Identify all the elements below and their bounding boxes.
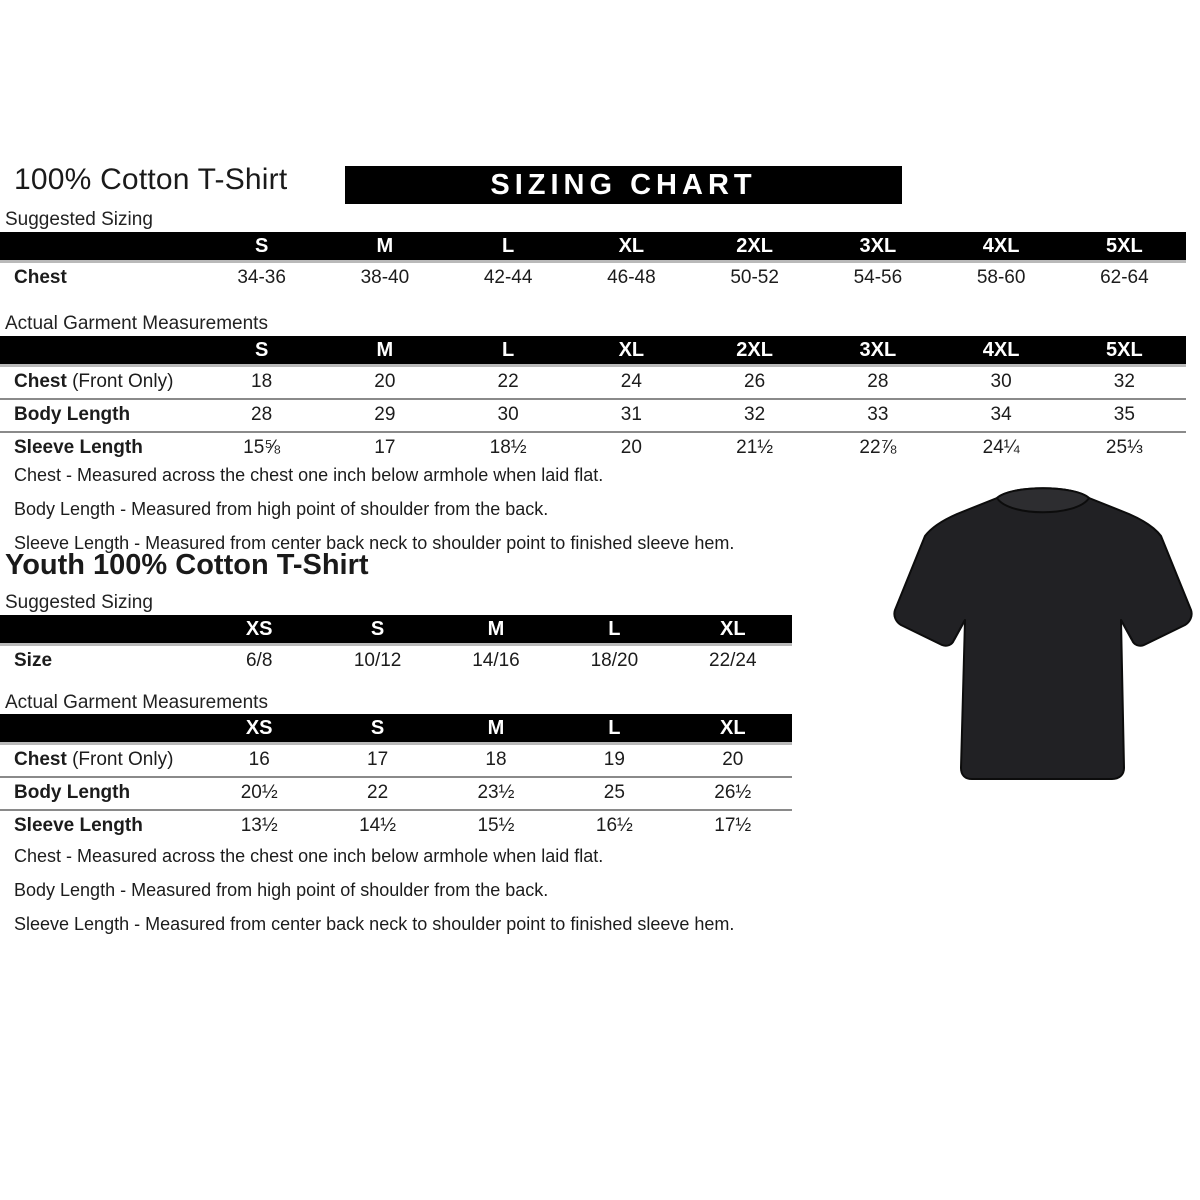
size-value-cell: 32 xyxy=(1113,370,1135,392)
size-value-cell: 17½ xyxy=(674,810,792,842)
size-column-header-5xl: 5XL xyxy=(1063,232,1186,262)
size-value-cell: 22 xyxy=(318,777,436,810)
size-value-cell: 6/8 xyxy=(245,649,273,671)
size-value-cell: 62-64 xyxy=(1100,266,1149,288)
table-row xyxy=(0,645,792,678)
size-value-cell: 14/16 xyxy=(472,649,520,671)
size-value-cell: 21½ xyxy=(693,432,816,464)
size-column-header-3xl: 3XL xyxy=(816,336,939,366)
row-label: Chest (Front Only) xyxy=(14,370,174,392)
size-value-cell: 15½ xyxy=(437,810,555,842)
size-column-header-4xl: 4XL xyxy=(940,232,1063,262)
size-column-header-s: S xyxy=(318,615,436,645)
corner-cell xyxy=(0,714,200,744)
table-row xyxy=(0,366,1186,400)
size-value-cell: 17 xyxy=(367,748,389,770)
size-header-row xyxy=(0,615,792,645)
adult-suggested-sizing-table xyxy=(0,232,1186,294)
size-value-cell: 16 xyxy=(248,748,270,770)
size-value-cell: 22/24 xyxy=(709,649,757,671)
size-value-cell: 20½ xyxy=(200,777,318,810)
size-value-cell: 16½ xyxy=(555,810,673,842)
measurement-note: Sleeve Length - Measured from center back neck to shoulder point to finished sleeve hem. xyxy=(14,533,735,553)
youth-page-title: Youth 100% Cotton T-Shirt xyxy=(5,549,369,581)
size-value-cell: 23½ xyxy=(437,777,555,810)
measurement-note: Chest - Measured across the chest one inch below armhole when laid flat. xyxy=(14,465,604,485)
size-value-cell: 25⅓ xyxy=(1063,432,1186,464)
size-column-header-5xl: 5XL xyxy=(1063,336,1186,366)
size-column-header-s: S xyxy=(200,336,323,366)
size-value-cell: 22⅞ xyxy=(816,432,939,464)
size-value-cell: 24¼ xyxy=(940,432,1063,464)
table-row xyxy=(0,777,792,810)
adult-measurements-table xyxy=(0,336,1186,464)
measurement-note: Body Length - Measured from high point of shoulder from the back. xyxy=(14,880,549,900)
size-column-header-l: L xyxy=(447,336,570,366)
size-value-cell: 24 xyxy=(620,370,642,392)
size-column-header-m: M xyxy=(437,615,555,645)
size-column-header-xl: XL xyxy=(674,615,792,645)
youth-measurements-table xyxy=(0,714,792,842)
measurement-note: Sleeve Length - Measured from center back neck to shoulder point to finished sleeve hem. xyxy=(14,914,735,934)
table-row xyxy=(0,810,792,842)
size-value-cell: 10/12 xyxy=(353,649,402,671)
youth-suggested-sizing-table xyxy=(0,615,792,677)
size-value-cell: 20 xyxy=(374,370,396,392)
size-column-header-xl: XL xyxy=(570,336,693,366)
row-label: Sleeve Length xyxy=(0,810,200,842)
size-column-header-l: L xyxy=(447,232,570,262)
size-column-header-3xl: 3XL xyxy=(816,232,939,262)
adult-suggested-sizing-label: Suggested Sizing xyxy=(5,209,153,230)
size-value-cell: 30 xyxy=(990,370,1012,392)
sizing-chart-banner xyxy=(345,166,902,204)
row-label: Body Length xyxy=(0,777,200,810)
size-column-header-m: M xyxy=(323,336,446,366)
size-value-cell: 18/20 xyxy=(590,649,639,671)
size-value-cell: 28 xyxy=(200,399,323,432)
size-header-row xyxy=(0,714,792,744)
size-value-cell: 38-40 xyxy=(360,266,410,288)
size-column-header-s: S xyxy=(318,714,436,744)
size-value-cell: 58-60 xyxy=(976,266,1026,288)
corner-cell xyxy=(0,615,200,645)
size-column-header-xl: XL xyxy=(674,714,792,744)
size-value-cell: 50-52 xyxy=(730,266,779,288)
size-column-header-xs: XS xyxy=(200,714,318,744)
row-label: Chest (Front Only) xyxy=(14,748,174,770)
size-header-row xyxy=(0,232,1186,262)
size-column-header-xs: XS xyxy=(200,615,318,645)
size-value-cell: 18 xyxy=(251,370,273,392)
measurement-note: Chest - Measured across the chest one inch below armhole when laid flat. xyxy=(14,846,604,866)
size-value-cell: 32 xyxy=(693,399,816,432)
size-value-cell: 33 xyxy=(816,399,939,432)
corner-cell xyxy=(0,232,200,262)
row-label: Sleeve Length xyxy=(0,432,200,464)
measurement-note: Body Length - Measured from high point of shoulder from the back. xyxy=(14,499,549,519)
row-label: Body Length xyxy=(0,399,200,432)
size-value-cell: 28 xyxy=(867,370,889,392)
size-value-cell: 30 xyxy=(447,399,570,432)
size-value-cell: 22 xyxy=(497,370,519,392)
size-value-cell: 15⅝ xyxy=(200,432,323,464)
youth-measurements-label: Actual Garment Measurements xyxy=(5,692,268,713)
size-value-cell: 42-44 xyxy=(483,266,533,288)
size-column-header-4xl: 4XL xyxy=(940,336,1063,366)
adult-measurements-label: Actual Garment Measurements xyxy=(5,313,268,334)
size-column-header-l: L xyxy=(555,714,673,744)
size-value-cell: 31 xyxy=(570,399,693,432)
size-value-cell: 19 xyxy=(603,748,625,770)
tshirt-body-shape xyxy=(894,488,1191,779)
row-label: Chest xyxy=(14,266,67,288)
size-value-cell: 14½ xyxy=(318,810,436,842)
size-value-cell: 34-36 xyxy=(237,266,286,288)
size-column-header-m: M xyxy=(323,232,446,262)
table-row xyxy=(0,262,1186,295)
size-value-cell: 18½ xyxy=(447,432,570,464)
size-value-cell: 54-56 xyxy=(853,266,903,288)
size-value-cell: 46-48 xyxy=(607,266,656,288)
size-value-cell: 35 xyxy=(1063,399,1186,432)
size-column-header-xl: XL xyxy=(570,232,693,262)
size-column-header-l: L xyxy=(555,615,673,645)
size-value-cell: 18 xyxy=(485,748,507,770)
size-column-header-s: S xyxy=(200,232,323,262)
size-value-cell: 17 xyxy=(323,432,446,464)
size-value-cell: 29 xyxy=(323,399,446,432)
size-header-row xyxy=(0,336,1186,366)
black-tshirt-image xyxy=(893,472,1193,802)
size-value-cell: 26 xyxy=(744,370,766,392)
adult-measurement-notes xyxy=(14,458,734,560)
youth-measurement-notes xyxy=(14,839,734,941)
table-row xyxy=(0,399,1186,432)
corner-cell xyxy=(0,336,200,366)
size-value-cell: 13½ xyxy=(200,810,318,842)
table-row xyxy=(0,744,792,778)
size-value-cell: 20 xyxy=(570,432,693,464)
size-value-cell: 34 xyxy=(940,399,1063,432)
page-title: 100% Cotton T-Shirt xyxy=(14,163,288,196)
row-label: Size xyxy=(14,649,53,671)
size-value-cell: 20 xyxy=(722,748,744,770)
size-column-header-2xl: 2XL xyxy=(693,336,816,366)
size-value-cell: 25 xyxy=(555,777,673,810)
size-column-header-2xl: 2XL xyxy=(693,232,816,262)
size-value-cell: 26½ xyxy=(674,777,792,810)
sizing-chart-banner-label: SIZING CHART xyxy=(490,168,757,201)
youth-suggested-sizing-label: Suggested Sizing xyxy=(5,592,153,613)
size-column-header-m: M xyxy=(437,714,555,744)
